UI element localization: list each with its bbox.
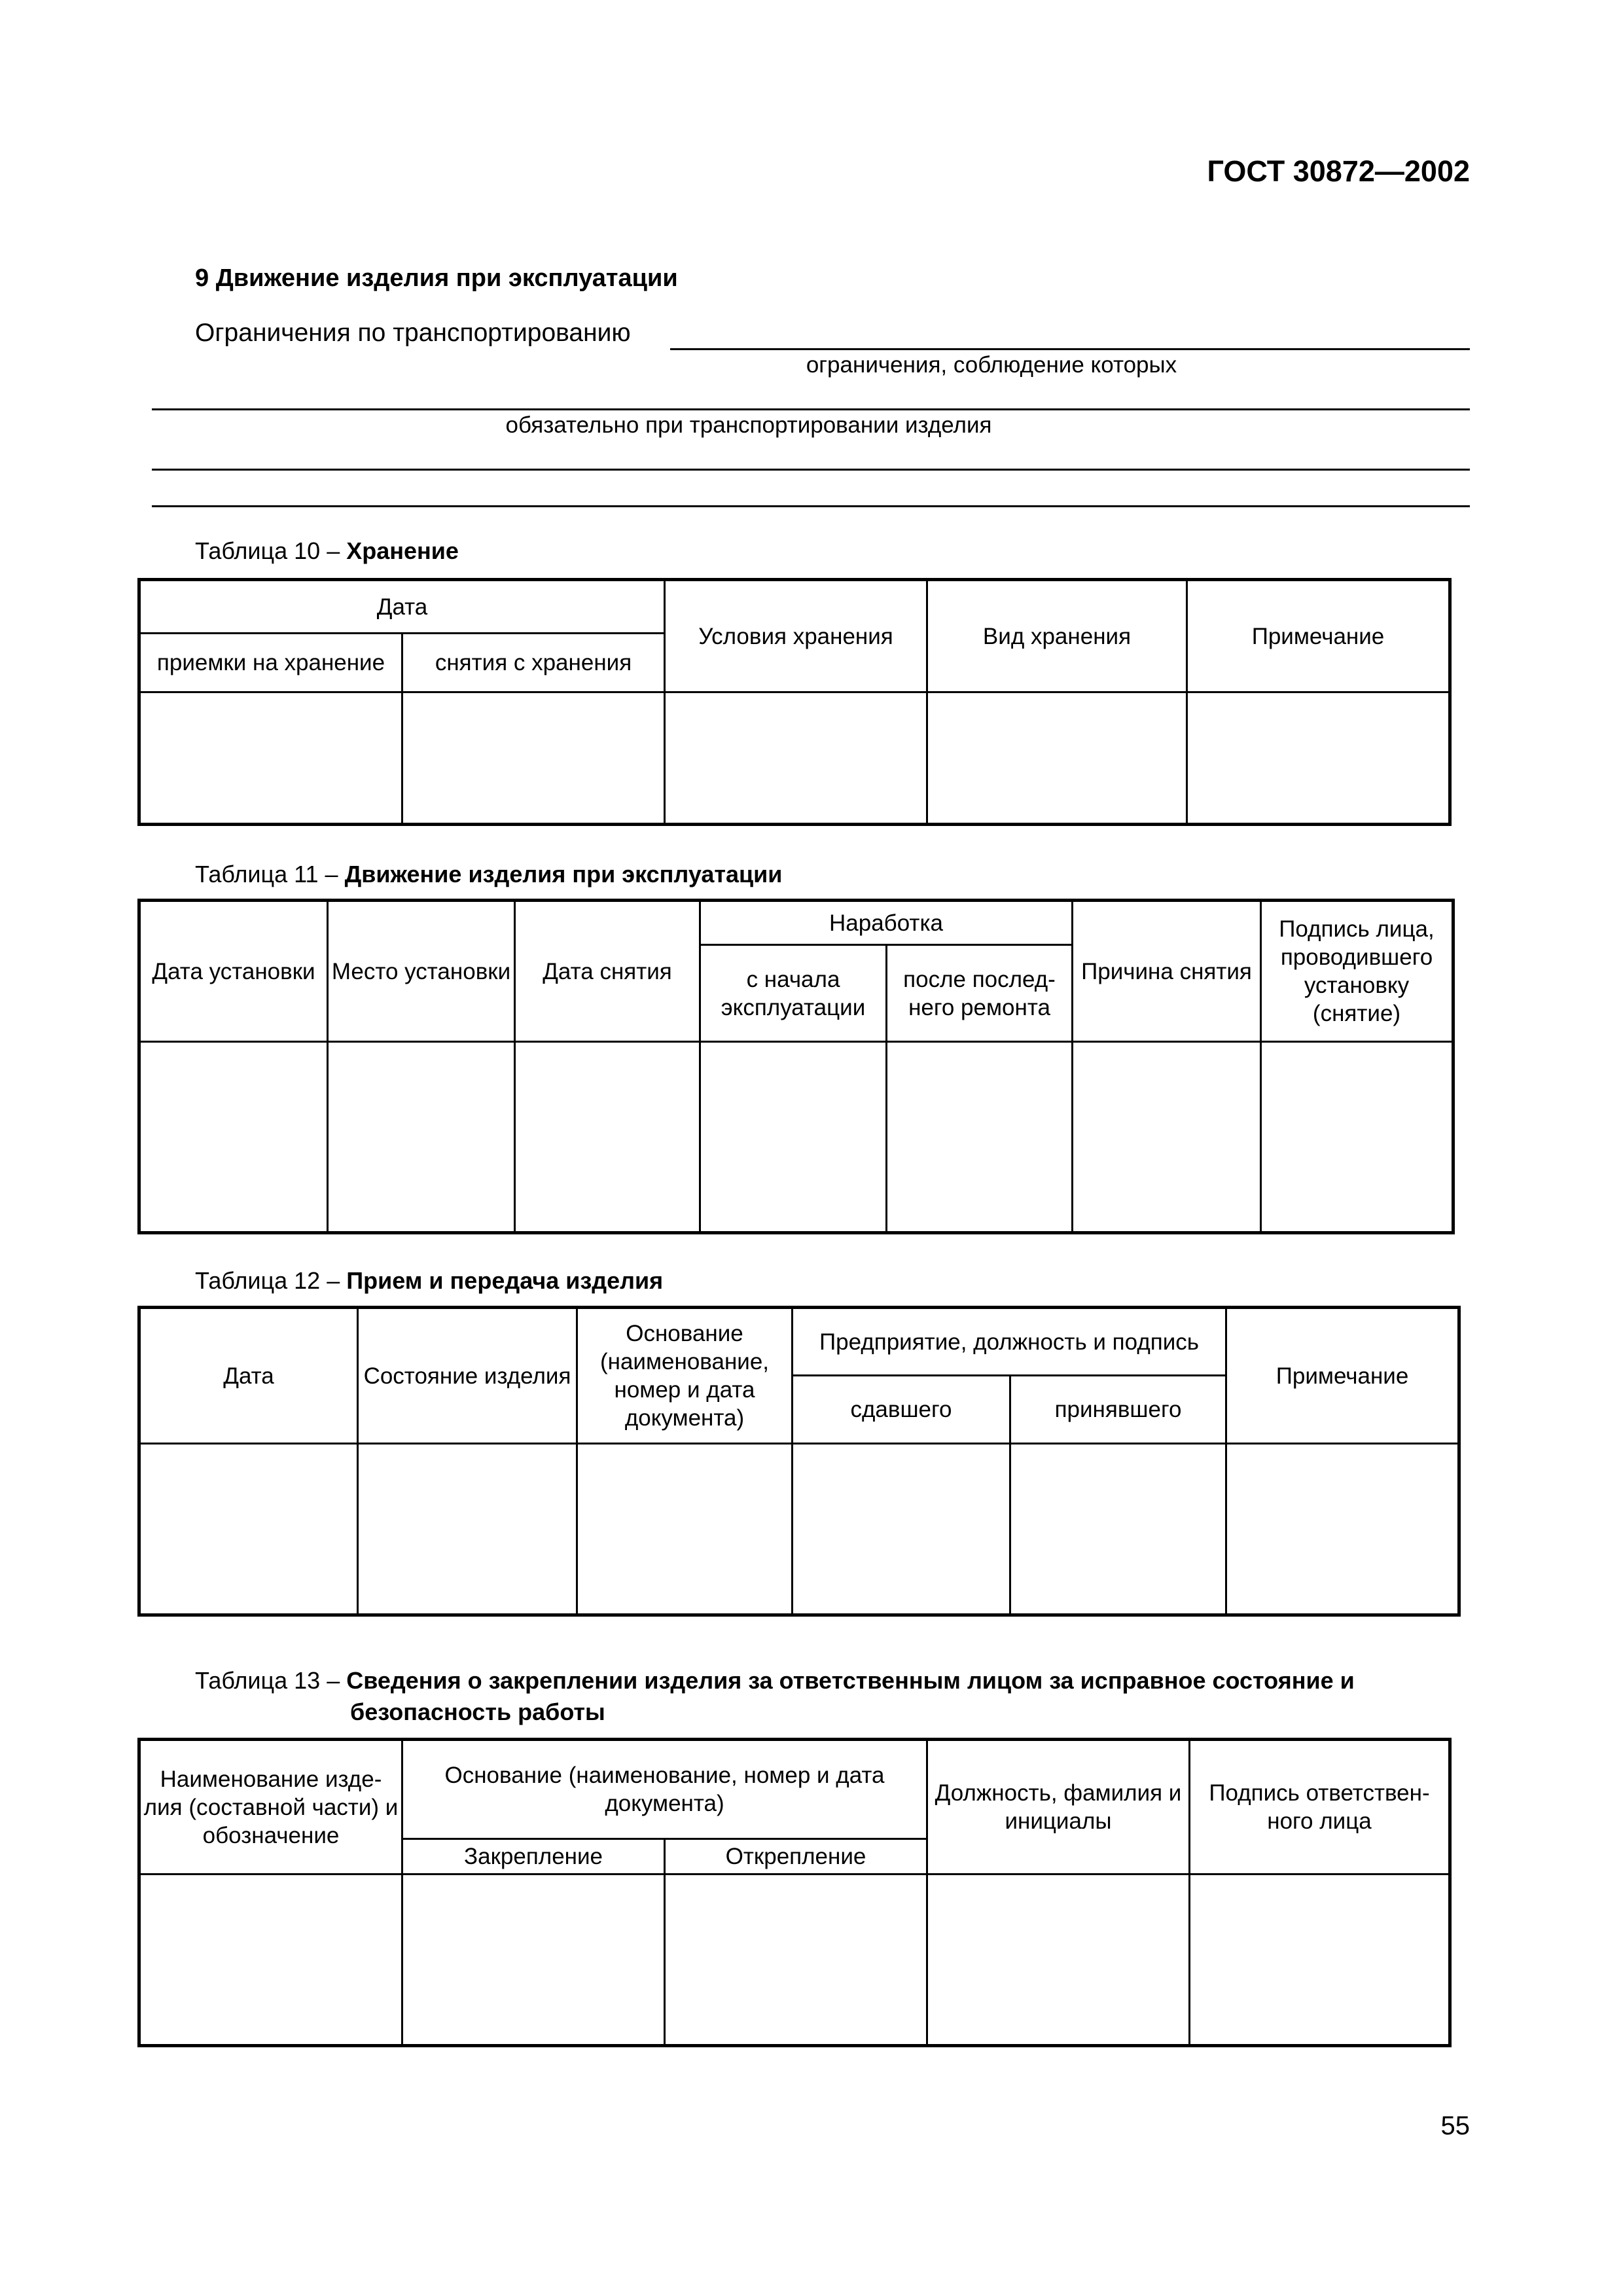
table-cell — [139, 1444, 358, 1615]
page-number: 55 — [1440, 2111, 1470, 2140]
table-cell — [1226, 1444, 1459, 1615]
header-note: Примечание — [1226, 1308, 1459, 1444]
table-cell — [139, 1874, 402, 2046]
header-storage-conditions: Условия хранения — [665, 580, 927, 692]
header-assignment: Закрепление — [402, 1839, 665, 1874]
table-12-acceptance-transfer — [137, 1306, 1461, 1617]
table-cell — [887, 1042, 1073, 1233]
table-10-storage — [137, 578, 1452, 826]
document-code: ГОСТ 30872—2002 — [1207, 154, 1470, 188]
header-install-date: Дата установки — [139, 901, 328, 1042]
table-cell — [700, 1042, 887, 1233]
header-handed-over: сдавшего — [793, 1376, 1010, 1444]
table-cell — [402, 1874, 665, 2046]
table-10-caption: Таблица 10 – Хранение — [195, 537, 459, 564]
header-removal-reason: Причина снятия — [1073, 901, 1261, 1042]
header-since-start: с начала эксплуатации — [700, 945, 887, 1042]
table-cell — [665, 692, 927, 825]
table-11-caption: Таблица 11 – Движение изделия при эксплуатации — [195, 861, 783, 888]
fill-line-4 — [152, 505, 1470, 507]
header-responsible-signature: Подпись ответствен-ного лица — [1190, 1740, 1450, 1874]
transport-hint-1: ограничения, соблюдение которых — [806, 352, 1177, 378]
table-cell — [1186, 692, 1450, 825]
table-cell — [139, 1042, 328, 1233]
header-item-name: Наименование изде-лия (составной части) и обозначение — [139, 1740, 402, 1874]
header-basis-document: Основание (наименование, номер и дата документа) — [577, 1308, 793, 1444]
header-accepted: принявшего — [1010, 1376, 1226, 1444]
table-11-operation-movement — [137, 899, 1455, 1234]
header-since-repair: после послед-него ремонта — [887, 945, 1073, 1042]
header-storage-type: Вид хранения — [927, 580, 1186, 692]
header-position-name: Должность, фамилия и инициалы — [927, 1740, 1190, 1874]
section-title: 9 Движение изделия при эксплуатации — [195, 264, 678, 292]
transport-hint-2: обязательно при транспортировании изделия — [505, 412, 992, 438]
header-received-date: приемки на хранение — [139, 634, 402, 692]
header-signature: Подпись лица, проводившего установку (снятие) — [1261, 901, 1454, 1042]
header-runtime: Наработка — [700, 901, 1073, 945]
header-removed-date: снятия с хранения — [402, 634, 665, 692]
table-cell — [515, 1042, 700, 1233]
transport-restrictions-label: Ограничения по транспортированию — [195, 319, 631, 347]
table-13-caption: Таблица 13 – Сведения о закреплении изделия за ответственным лицом за исправное состояние и безопасность работы — [195, 1667, 1355, 1725]
header-condition: Состояние изделия — [358, 1308, 577, 1444]
table-12-caption: Таблица 12 – Прием и передача изделия — [195, 1267, 664, 1294]
header-unassignment: Открепление — [665, 1839, 927, 1874]
table-cell — [328, 1042, 515, 1233]
table-cell — [1190, 1874, 1450, 2046]
table-cell — [577, 1444, 793, 1615]
fill-line-3 — [152, 469, 1470, 471]
header-enterprise-position-signature: Предприятие, должность и подпись — [793, 1308, 1226, 1376]
fill-line-2 — [152, 408, 1470, 410]
table-cell — [402, 692, 665, 825]
table-cell — [1010, 1444, 1226, 1615]
table-13-responsible-person — [137, 1738, 1452, 2047]
header-removal-date: Дата снятия — [515, 901, 700, 1042]
header-basis-document: Основание (наименование, номер и дата документа) — [402, 1740, 927, 1839]
table-cell — [139, 692, 402, 825]
header-note: Примечание — [1186, 580, 1450, 692]
fill-line-1 — [670, 348, 1470, 350]
table-cell — [793, 1444, 1010, 1615]
table-cell — [665, 1874, 927, 2046]
header-date: Дата — [139, 580, 665, 634]
header-date: Дата — [139, 1308, 358, 1444]
table-cell — [927, 692, 1186, 825]
table-cell — [1261, 1042, 1454, 1233]
header-install-place: Место установки — [328, 901, 515, 1042]
table-cell — [358, 1444, 577, 1615]
table-cell — [927, 1874, 1190, 2046]
table-cell — [1073, 1042, 1261, 1233]
